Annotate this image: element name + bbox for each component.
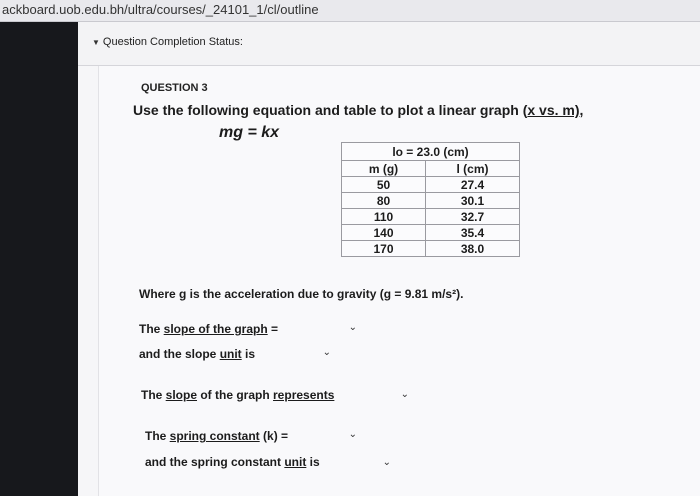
cell-length: 32.7 xyxy=(426,209,520,225)
cell-mass: 110 xyxy=(342,209,426,225)
spring-constant-label: The spring constant (k) = xyxy=(145,429,289,443)
question-card xyxy=(98,66,700,496)
slope-unit-label: and the slope unit is xyxy=(139,347,256,361)
cell-mass: 170 xyxy=(342,241,426,257)
spring-constant-dropdown[interactable] xyxy=(285,427,357,445)
table-header: lo = 23.0 (cm) xyxy=(342,143,520,161)
cell-length: 35.4 xyxy=(426,225,520,241)
completion-status-toggle[interactable] xyxy=(92,36,243,48)
slope-dropdown[interactable] xyxy=(275,320,357,338)
table-row xyxy=(342,209,520,225)
completion-status-label: Question Completion Status: xyxy=(102,36,243,48)
slope-unit-dropdown[interactable] xyxy=(255,345,331,363)
chevron-down-icon: ⌄ xyxy=(382,457,391,468)
equation: mg = kx xyxy=(219,124,280,141)
data-table xyxy=(341,142,520,257)
cell-length: 38.0 xyxy=(426,241,520,257)
question-panel xyxy=(78,66,700,496)
cell-mass: 50 xyxy=(342,177,426,193)
table-row xyxy=(342,225,520,241)
table-row xyxy=(342,193,520,209)
slope-represents-label: The slope of the graph represents xyxy=(141,388,335,402)
table-row xyxy=(342,241,520,257)
cell-mass: 140 xyxy=(342,225,426,241)
question-prompt: Use the following equation and table to plot a linear graph (x vs. m), xyxy=(133,102,584,118)
column-header-mass: m (g) xyxy=(342,161,426,177)
url-bar[interactable]: ackboard.uob.edu.bh/ultra/courses/_24101_1/cl/outline xyxy=(0,0,700,22)
cell-mass: 80 xyxy=(342,193,426,209)
column-header-length: l (cm) xyxy=(426,161,520,177)
slope-represents-dropdown[interactable] xyxy=(349,387,409,405)
slope-label: The slope of the graph = xyxy=(139,322,279,336)
gravity-note: Where g is the acceleration due to gravity (g = 9.81 m/s²). xyxy=(139,287,464,301)
question-number: QUESTION 3 xyxy=(141,82,208,94)
spring-unit-dropdown[interactable] xyxy=(331,455,391,473)
spring-unit-label: and the spring constant unit is xyxy=(145,455,320,469)
cell-length: 30.1 xyxy=(426,193,520,209)
chevron-down-icon: ⌄ xyxy=(400,389,409,400)
cell-length: 27.4 xyxy=(426,177,520,193)
triangle-down-icon: ▼ xyxy=(92,38,100,47)
left-shadow-area xyxy=(0,22,78,496)
chevron-down-icon: ⌄ xyxy=(348,429,357,440)
chevron-down-icon: ⌄ xyxy=(348,322,357,333)
chevron-down-icon: ⌄ xyxy=(322,347,331,358)
table-row xyxy=(342,177,520,193)
completion-status-strip xyxy=(78,22,700,66)
